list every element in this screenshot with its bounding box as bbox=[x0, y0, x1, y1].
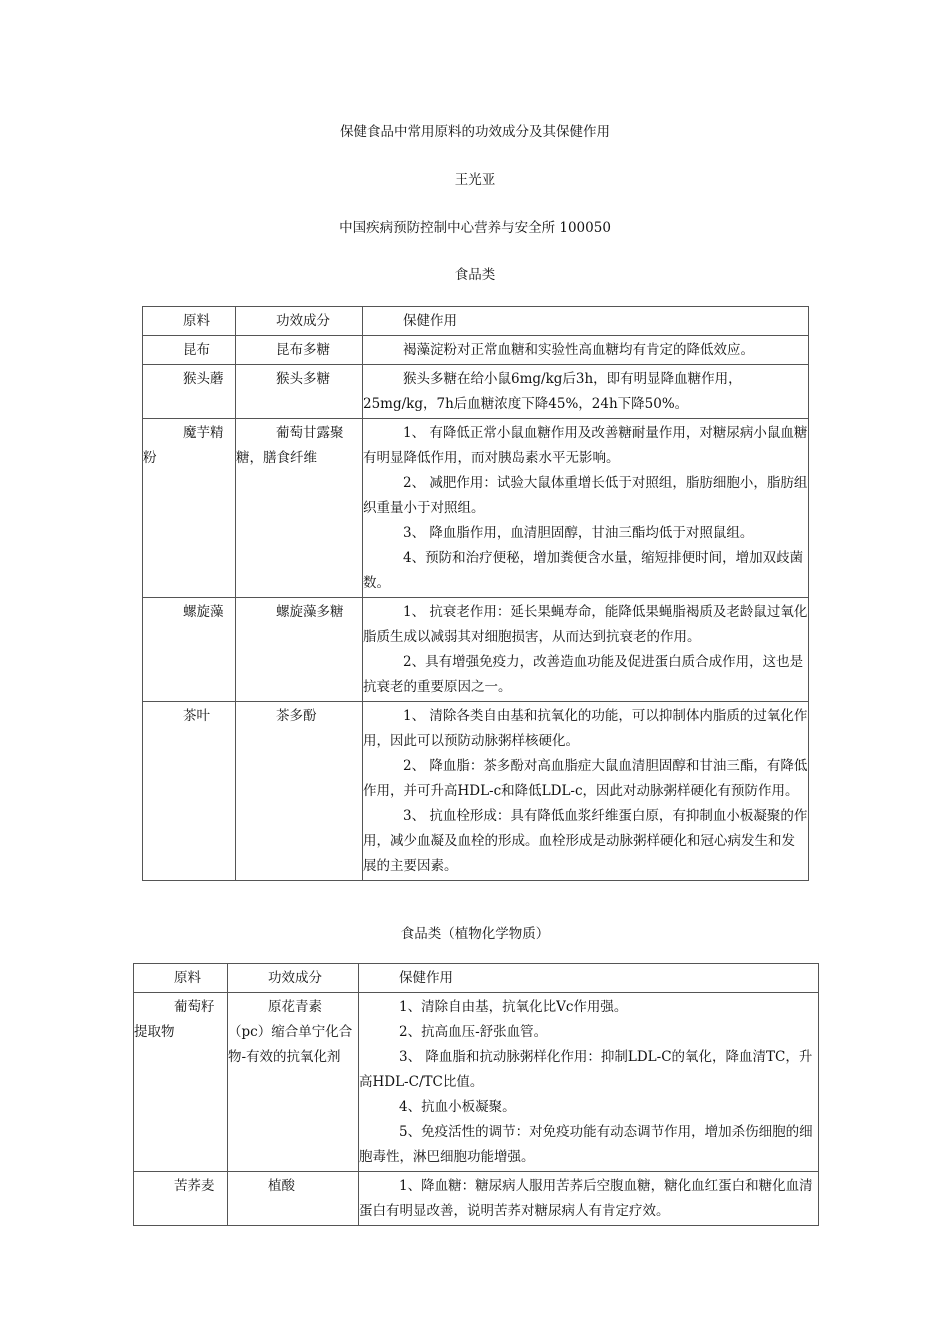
effect-paragraph: 2、 减肥作用：试验大鼠体重增长低于对照组，脂肪细胞小，脂肪组织重量小于对照组。 bbox=[363, 475, 808, 516]
effect-paragraph: 2、具有增强免疫力，改善造血功能及促进蛋白质合成作用，这也是抗衰老的重要原因之一。 bbox=[363, 654, 804, 695]
affiliation: 中国疾病预防控制中心营养与安全所 100050 bbox=[339, 220, 611, 236]
effect-paragraph: 4、预防和治疗便秘，增加粪便含水量，缩短排便时间，增加双歧菌数。 bbox=[363, 550, 804, 591]
table-row bbox=[134, 1172, 819, 1226]
table-row bbox=[143, 336, 809, 365]
cell-material: 茶叶 bbox=[143, 702, 236, 881]
header-material: 原料 bbox=[134, 964, 228, 993]
cell-effects bbox=[359, 1172, 819, 1226]
header-effect: 保健作用 bbox=[359, 964, 819, 993]
cell-component: 原花青素（pc）缩合单宁化合物-有效的抗氧化剂 bbox=[228, 993, 359, 1172]
effect-paragraph: 1、 清除各类自由基和抗氧化的功能，可以抑制体内脂质的过氧化作用，因此可以预防动脉粥样核硬化。 bbox=[363, 708, 808, 749]
table-header-row bbox=[143, 307, 809, 336]
cell-effects bbox=[363, 336, 809, 365]
effect-paragraph: 2、 降血脂：茶多酚对高血脂症大鼠血清胆固醇和甘油三酯，有降低作用，并可升高HDL-c和降低LDL-c，因此对动脉粥样硬化有预防作用。 bbox=[363, 758, 808, 799]
table-row bbox=[143, 419, 809, 598]
cell-effects bbox=[363, 365, 809, 419]
cell-material: 猴头蘑 bbox=[143, 365, 236, 419]
cell-effects bbox=[359, 993, 819, 1172]
cell-material: 昆布 bbox=[143, 336, 236, 365]
cell-effects bbox=[363, 598, 809, 702]
header-effect: 保健作用 bbox=[363, 307, 809, 336]
cell-component: 葡萄甘露聚糖，膳食纤维 bbox=[236, 419, 363, 598]
cell-component: 猴头多糖 bbox=[236, 365, 363, 419]
table-row bbox=[143, 702, 809, 881]
cell-material: 螺旋藻 bbox=[143, 598, 236, 702]
author: 王光亚 bbox=[454, 172, 496, 188]
table-phytochemicals bbox=[133, 963, 819, 1226]
header-component: 功效成分 bbox=[228, 964, 359, 993]
effect-paragraph: 3、 降血脂作用，血清胆固醇，甘油三酯均低于对照鼠组。 bbox=[403, 525, 754, 541]
effect-paragraph: 2、抗高血压-舒张血管。 bbox=[399, 1024, 548, 1040]
effect-paragraph: 4、抗血小板凝聚。 bbox=[399, 1099, 516, 1115]
cell-material: 苦荞麦 bbox=[134, 1172, 228, 1226]
effect-paragraph: 3、 抗血栓形成：具有降低血浆纤维蛋白原，有抑制血小板凝聚的作用，减少血凝及血栓的形成。血栓形成是动脉粥样硬化和冠心病发生和发展的主要因素。 bbox=[363, 808, 808, 874]
cell-component: 茶多酚 bbox=[236, 702, 363, 881]
effect-paragraph: 褐藻淀粉对正常血糖和实验性高血糖均有肯定的降低效应。 bbox=[403, 342, 754, 358]
effect-paragraph: 1、 有降低正常小鼠血糖作用及改善糖耐量作用，对糖尿病小鼠血糖有明显降低作用，而对胰岛素水平无影响。 bbox=[363, 425, 808, 466]
table-row bbox=[143, 365, 809, 419]
cell-component: 植酸 bbox=[228, 1172, 359, 1226]
table-food-body bbox=[143, 307, 809, 881]
cell-material: 葡萄籽提取物 bbox=[134, 993, 228, 1172]
table-row bbox=[134, 993, 819, 1172]
effect-paragraph: 3、 降血脂和抗动脉粥样化作用：抑制LDL-C的氧化，降血清TC，升高HDL-C/TC比值。 bbox=[359, 1049, 813, 1090]
table-food bbox=[142, 306, 809, 881]
effect-paragraph: 猴头多糖在给小鼠6mg/kg后3h，即有明显降血糖作用，25mg/kg，7h后血糖浓度下降45%，24h下降50%。 bbox=[363, 371, 742, 412]
header-component: 功效成分 bbox=[236, 307, 363, 336]
table-phytochemicals-body bbox=[134, 964, 819, 1226]
effect-paragraph: 5、免疫活性的调节：对免疫功能有动态调节作用，增加杀伤细胞的细胞毒性，淋巴细胞功能增强。 bbox=[359, 1124, 813, 1165]
section1-heading: 食品类 bbox=[454, 267, 496, 283]
cell-component: 螺旋藻多糖 bbox=[236, 598, 363, 702]
table-row bbox=[143, 598, 809, 702]
document-title: 保健食品中常用原料的功效成分及其保健作用 bbox=[340, 124, 610, 140]
cell-effects bbox=[363, 702, 809, 881]
header-material: 原料 bbox=[143, 307, 236, 336]
effect-paragraph: 1、 抗衰老作用：延长果蝇寿命，能降低果蝇脂褐质及老龄鼠过氧化脂质生成以减弱其对细胞损害，从而达到抗衰老的作用。 bbox=[363, 604, 808, 645]
effect-paragraph: 1、清除自由基，抗氧化比Vc作用强。 bbox=[399, 999, 628, 1015]
table-header-row bbox=[134, 964, 819, 993]
cell-material: 魔芋精粉 bbox=[143, 419, 236, 598]
cell-effects bbox=[363, 419, 809, 598]
effect-paragraph: 1、降血糖：糖尿病人服用苦荞后空腹血糖，糖化血红蛋白和糖化血清蛋白有明显改善，说明苦荞对糖尿病人有肯定疗效。 bbox=[359, 1178, 813, 1219]
section2-heading: 食品类（植物化学物质） bbox=[400, 926, 550, 942]
cell-component: 昆布多糖 bbox=[236, 336, 363, 365]
